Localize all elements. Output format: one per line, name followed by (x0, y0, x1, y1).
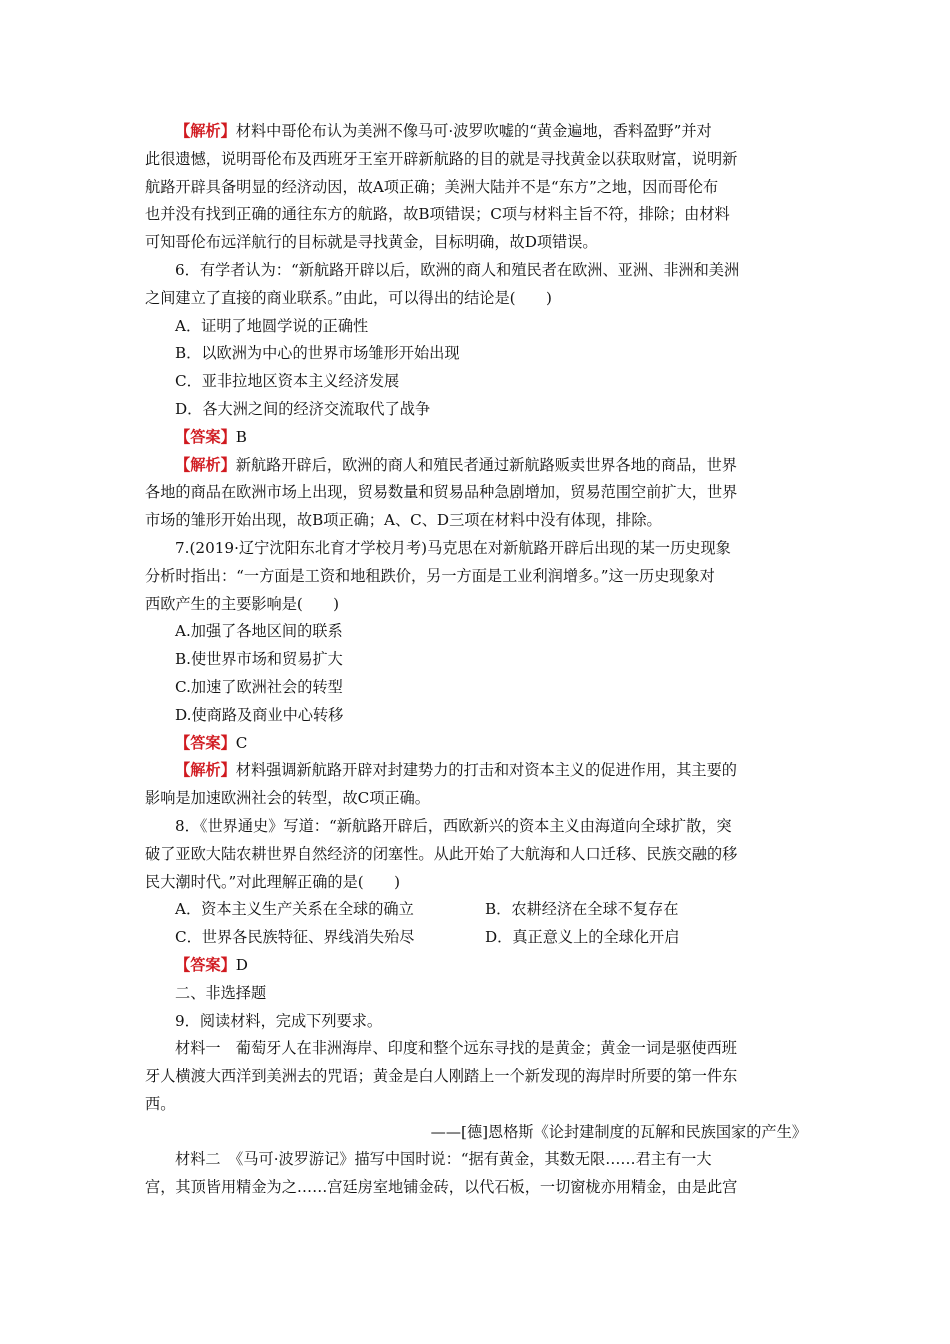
q7-answer-value: C (235, 733, 248, 752)
q6-stem-line-1: 6．有学者认为：“新航路开辟以后，欧洲的商人和殖民者在欧洲、亚洲、非洲和美洲 (175, 260, 740, 279)
material1-source: ——[德]恩格斯《论封建制度的瓦解和民族国家的产生》 (430, 1122, 807, 1141)
q8-stem-line-2: 破了亚欧大陆农耕世界自然经济的闭塞性。从此开始了大航海和人口迁移、民族交融的移 (145, 844, 738, 863)
answer-tag: 【答案】 (175, 733, 236, 752)
q5-analysis-line-3: 航路开辟具备明显的经济动因，故A项正确；美洲大陆并不是“东方”之地，因而哥伦布 (145, 177, 719, 196)
q7-option-b: B.使世界市场和贸易扩大 (175, 650, 343, 669)
q8-option-d: D．真正意义上的全球化开启 (485, 928, 680, 947)
q8-option-c: C．世界各民族特征、界线消失殆尽 (175, 928, 415, 947)
q7-option-d: D.使商路及商业中心转移 (175, 705, 344, 724)
q6-option-a: A．证明了地圆学说的正确性 (175, 316, 369, 335)
q6-answer-value: B (235, 427, 247, 446)
q5-analysis-line-4: 也并没有找到正确的通往东方的航路，故B项错误；C项与材料主旨不符，排除；由材料 (145, 205, 730, 224)
q5-analysis-line-1: 【解析】材料中哥伦布认为美洲不像马可·波罗吹嘘的“黄金遍地，香料盈野”并对 (175, 122, 712, 140)
q6-stem-line-2: 之间建立了直接的商业联系。”由此，可以得出的结论是( ) (145, 288, 552, 307)
material1-line-2: 牙人横渡大西洋到美洲去的咒语；黄金是白人刚踏上一个新发现的海岸时所要的第一件东 (145, 1067, 738, 1086)
analysis-tag: 【解析】 (175, 122, 236, 140)
q6-option-c: C．亚非拉地区资本主义经济发展 (175, 372, 400, 391)
q7-stem-line-1: 7.(2019·辽宁沈阳东北育才学校月考)马克思在对新航路开辟后出现的某一历史现象 (175, 538, 731, 557)
q6-analysis-line-1: 【解析】新航路开辟后，欧洲的商人和殖民者通过新航路贩卖世界各地的商品，世界 (175, 455, 737, 474)
q7-option-c: C.加速了欧洲社会的转型 (175, 677, 343, 696)
q8-options-row-2 (145, 924, 807, 952)
q7-analysis-line-2: 影响是加速欧洲社会的转型，故C项正确。 (145, 789, 430, 808)
q9-stem: 9．阅读材料，完成下列要求。 (175, 1011, 383, 1030)
analysis-tag: 【解析】 (175, 455, 236, 474)
material1-line-3: 西。 (145, 1094, 176, 1113)
q8-option-b: B．农耕经济在全球不复存在 (485, 900, 679, 919)
material1-line-1: 材料一 葡萄牙人在非洲海岸、印度和整个远东寻找的是黄金；黄金一词是驱使西班 (175, 1039, 737, 1058)
q7-stem-line-2: 分析时指出：“一方面是工资和地租跌价，另一方面是工业利润增多。”这一历史现象对 (145, 566, 715, 585)
material2-line-2: 宫，其顶皆用精金为之……宫廷房室地铺金砖，以代石板，一切窗栊亦用精金，由是此宫 (145, 1178, 738, 1197)
document-page (145, 118, 807, 1202)
q8-option-a: A．资本主义生产关系在全球的确立 (175, 900, 414, 919)
answer-tag: 【答案】 (175, 955, 236, 974)
q8-options-row-1 (145, 896, 807, 924)
analysis-tag: 【解析】 (175, 761, 236, 780)
section-heading: 二、非选择题 (175, 983, 267, 1002)
q8-stem-line-1: 8．《世界通史》写道：“新航路开辟后，西欧新兴的资本主义由海道向全球扩散，突 (175, 816, 732, 835)
material2-line-1: 材料二 《马可·波罗游记》描写中国时说：“据有黄金，其数无限……君主有一大 (175, 1150, 712, 1169)
q6-option-b: B．以欧洲为中心的世界市场雏形开始出现 (175, 344, 460, 363)
q7-option-a: A.加强了各地区间的联系 (175, 622, 343, 641)
answer-tag: 【答案】 (175, 427, 236, 446)
q8-answer-value: D (235, 955, 248, 974)
q6-analysis-line-2: 各地的商品在欧洲市场上出现，贸易数量和贸易品种急剧增加，贸易范围空前扩大，世界 (145, 483, 738, 502)
q6-analysis-line-3: 市场的雏形开始出现，故B项正确；A、C、D三项在材料中没有体现，排除。 (145, 511, 662, 530)
q8-stem-line-3: 民大潮时代。”对此理解正确的是( ) (145, 872, 401, 891)
q7-answer (145, 730, 807, 758)
q5-analysis-line-2: 此很遗憾，说明哥伦布及西班牙王室开辟新航路的目的就是寻找黄金以获取财富，说明新 (145, 149, 738, 168)
q6-answer (145, 424, 807, 452)
q8-answer (145, 952, 807, 980)
q7-stem-line-3: 西欧产生的主要影响是( ) (145, 594, 340, 613)
q7-analysis-line-1: 【解析】材料强调新航路开辟对封建势力的打击和对资本主义的促进作用，其主要的 (175, 761, 737, 780)
q6-option-d: D．各大洲之间的经济交流取代了战争 (175, 399, 431, 418)
q5-analysis-line-5: 可知哥伦布远洋航行的目标就是寻找黄金，目标明确，故D项错误。 (145, 233, 598, 252)
